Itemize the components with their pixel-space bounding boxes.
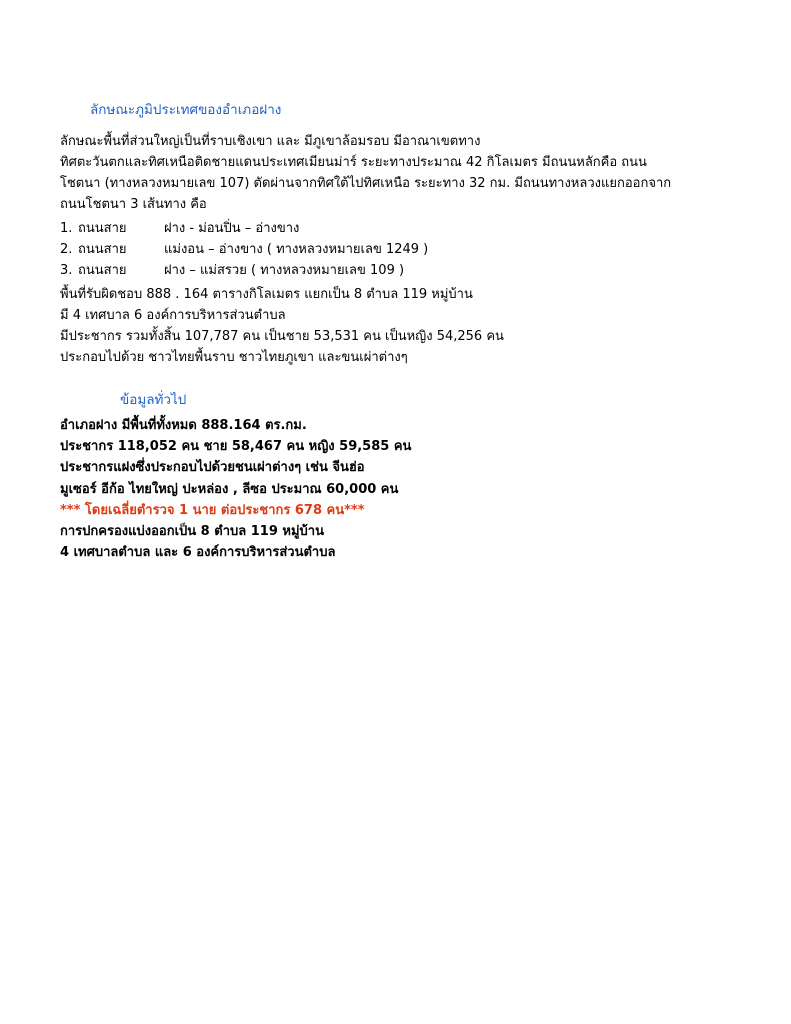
list-item [60, 239, 731, 260]
list-item-text: ฝาง – แม่สรวย ( ทางหลวงหมายเลข 109 ) [164, 263, 405, 279]
list-item-number: 2. [60, 242, 73, 258]
list-item-label: ถนนสาย [78, 242, 127, 258]
paragraph-line: มี 4 เทศบาล 6 องค์การบริหารส่วนตำบล [60, 308, 286, 324]
list-item-label: ถนนสาย [78, 221, 127, 237]
paragraph-line: ลักษณะพื้นที่ส่วนใหญ่เป็นที่ราบเชิงเขา และ มีภูเขาล้อมรอบ มีอาณาเขตทาง [60, 133, 481, 149]
document-body [60, 100, 731, 563]
general-info-line: ประชากร 118,052 คน ชาย 58,467 คน หญิง 59,585 คน [60, 439, 412, 455]
general-info-line: การปกครองแบ่งออกเป็น 8 ตำบล 119 หมู่บ้าน [60, 523, 324, 539]
list-item-label: ถนนสาย [78, 263, 127, 279]
list-item-number: 1. [60, 221, 73, 237]
paragraph-line: ทิศตะวันตกและทิศเหนือติดชายแดนประเทศเมียนม่าร์ ระยะทางประมาณ 42 กิโลเมตร มีถนนหลักคือ ถนน [60, 154, 647, 170]
section-heading-geography: ลักษณะภูมิประเทศของอำเภอฝาง [90, 102, 282, 118]
paragraph-line: ประกอบไปด้วย ชาวไทยพื้นราบ ชาวไทยภูเขา และขนเผ่าต่างๆ [60, 350, 408, 366]
list-item [60, 218, 731, 239]
general-info-area-line: อำเภอฝาง มีพื้นที่ทั้งหมด 888.164 ตร.กม. [60, 418, 307, 434]
general-info-line: ประชากรแฝงซึ่งประกอบไปด้วยชนเผ่าต่างๆ เช่น จีนฮ่อ [60, 460, 365, 476]
list-item [60, 260, 731, 281]
paragraph-line: โชตนา (ทางหลวงหมายเลข 107) ตัดผ่านจากทิศใต้ไปทิศเหนือ ระยะทาง 32 กม. มีถนนทางหลวงแยกออกจาก [60, 176, 672, 192]
paragraph-line: มีประชากร รวมทั้งสิ้น 107,787 คน เป็นชาย 53,531 คน เป็นหญิง 54,256 คน [60, 329, 504, 345]
list-item-number: 3. [60, 263, 73, 279]
list-item-text: แม่งอน – อ่างขาง ( ทางหลวงหมายเลข 1249 ) [164, 242, 429, 258]
general-info-line: มูเซอร์ อีก้อ ไทยใหญ่ ปะหล่อง , ลีซอ ประมาณ 60,000 คน [60, 481, 399, 497]
general-info-line: 4 เทศบาลตำบล และ 6 องค์การบริหารส่วนตำบล [60, 544, 336, 560]
list-item-text: ฝาง - ม่อนปิ่น – อ่างขาง [164, 221, 300, 237]
paragraph-line: พื้นที่รับผิดชอบ 888 . 164 ตารางกิโลเมตร แยกเป็น 8 ตำบล 119 หมู่บ้าน [60, 287, 473, 303]
paragraph-line: ถนนโชตนา 3 เส้นทาง คือ [60, 197, 207, 213]
highlight-note: *** โดยเฉลี่ยตำรวจ 1 นาย ต่อประชากร 678 คน*** [60, 502, 365, 518]
section-heading-general-info: ข้อมูลทั่วไป [120, 392, 187, 409]
